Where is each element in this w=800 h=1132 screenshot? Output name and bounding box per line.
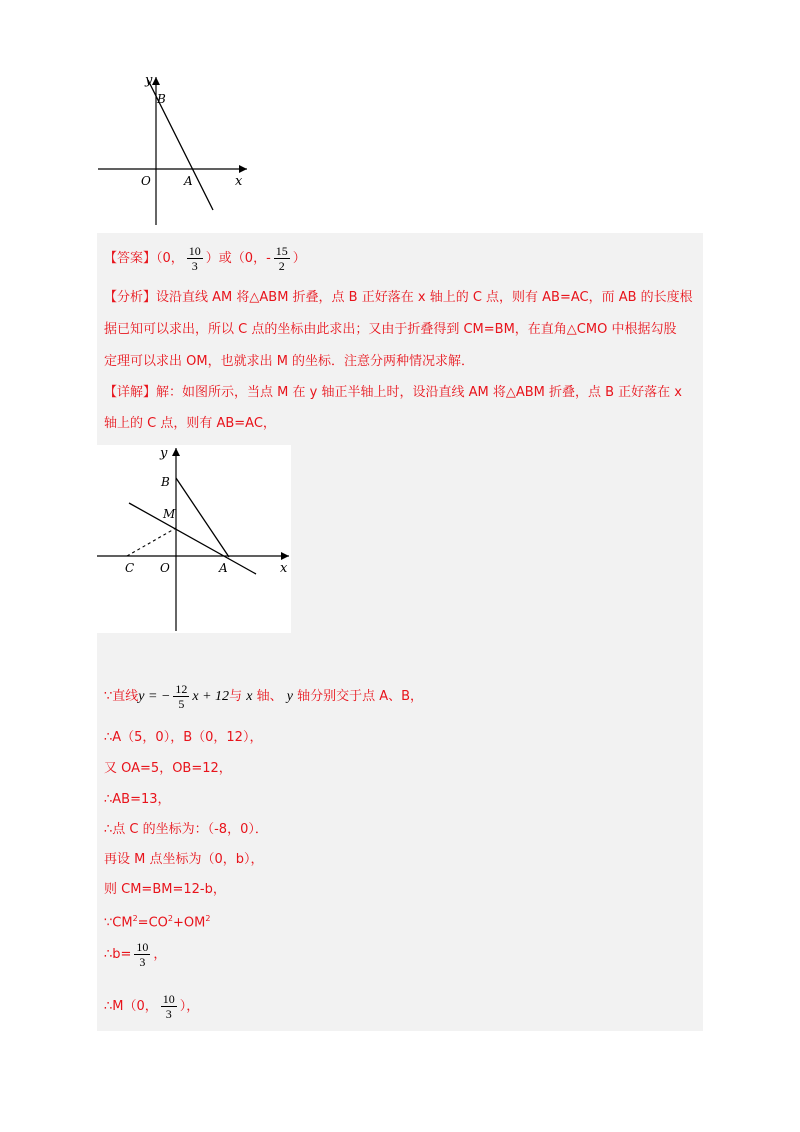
label-o: O (141, 174, 151, 188)
step-1-mid2: 轴、 (256, 689, 283, 704)
step-9-den: 3 (139, 955, 146, 969)
label-y: y (160, 446, 168, 461)
step-5: ∴点 C 的坐标为：（-8，0）． (104, 822, 268, 837)
step-9-num: 10 (136, 940, 149, 954)
figure-1-graph (95, 72, 255, 227)
step-10-den: 3 (165, 1007, 172, 1021)
analysis-line-3: 定理可以求出 OM，也就求出 M 的坐标．注意分两种情况求解． (104, 354, 475, 369)
square-3: 2 (205, 914, 211, 923)
answer-label: 【答案】 (104, 251, 157, 266)
step-8-a: ∵CM (104, 915, 133, 931)
step-9 (104, 938, 166, 972)
step-3: 又 OA=5，OB=12， (104, 761, 232, 776)
step-1-post: 轴分别交于点 A、B， (297, 689, 424, 704)
step-7: 则 CM=BM=12-b， (104, 882, 226, 897)
step-1-eq-rhs: x + 12 (192, 689, 230, 704)
label-o: O (160, 561, 170, 575)
detail-text-1: 解：如图所示，当点 M 在 y 轴正半轴上时，设沿直线 AM 将△ABM 折叠，点 B 正好落在 x (156, 385, 682, 400)
label-b: B (157, 92, 166, 106)
step-9-post: ， (153, 947, 167, 962)
answer-part2: ）或（0，- (205, 251, 271, 266)
answer-fraction-2 (274, 244, 290, 273)
step-1 (104, 680, 423, 714)
step-10 (104, 990, 199, 1024)
analysis-line-1 (104, 289, 693, 307)
label-a: A (184, 174, 193, 188)
step-9-fraction (134, 940, 150, 969)
label-x: x (280, 561, 288, 576)
label-m: M (163, 507, 176, 521)
step-10-pre: ∴M（0， (104, 999, 158, 1014)
answer-frac1-den: 3 (191, 259, 198, 273)
answer-frac2-den: 2 (278, 259, 285, 273)
step-1-mid: 与 (229, 689, 243, 704)
square-2: 2 (167, 914, 173, 923)
step-1-frac-den: 5 (178, 697, 185, 711)
x-axis-arrow (239, 165, 247, 173)
step-9-pre: ∴b= (104, 947, 132, 962)
step-2: ∴A（5，0），B（0，12）， (104, 730, 263, 745)
detail-line-1 (104, 384, 682, 402)
step-8-b: =CO (137, 915, 168, 931)
label-y: y (145, 73, 153, 88)
figure-2-graph (97, 445, 291, 633)
answer-line (104, 244, 306, 273)
label-c: C (125, 561, 135, 575)
step-1-eq-lhs: y = − (138, 689, 171, 704)
y-axis-arrow (152, 77, 160, 85)
step-4: ∴AB=13， (104, 792, 171, 807)
analysis-label: 【分析】 (104, 290, 157, 305)
step-10-fraction (161, 992, 177, 1021)
label-a: A (219, 561, 228, 575)
answer-part1: （0， (156, 251, 184, 266)
label-b: B (161, 475, 170, 489)
step-8-c: +OM (172, 915, 206, 931)
step-1-y: y (286, 689, 293, 704)
step-1-x: x (246, 689, 253, 704)
step-1-pre: ∵直线 (104, 689, 139, 704)
answer-frac1-num: 10 (188, 244, 201, 258)
answer-frac2-num: 15 (275, 244, 288, 258)
analysis-line-2: 据已知可以求出，所以 C 点的坐标由此求出；又由于折叠得到 CM=BM，在直角△CMO 中根据勾股 (104, 322, 677, 337)
detail-label: 【详解】 (104, 385, 157, 400)
step-1-fraction (173, 682, 189, 711)
answer-fraction-1 (187, 244, 203, 273)
step-8 (104, 910, 210, 932)
step-10-post: ）， (179, 999, 200, 1014)
step-6: 再设 M 点坐标为（0，b）， (104, 852, 264, 867)
label-x: x (235, 174, 243, 189)
step-10-num: 10 (162, 992, 175, 1006)
answer-part3: ） (292, 251, 306, 266)
square-1: 2 (132, 914, 138, 923)
analysis-text-1: 设沿直线 AM 将△ABM 折叠，点 B 正好落在 x 轴上的 C 点，则有 AB=AC，而 AB 的长度根 (156, 290, 693, 305)
step-1-frac-num: 12 (175, 682, 188, 696)
detail-line-2: 轴上的 C 点，则有 AB=AC， (104, 416, 276, 431)
